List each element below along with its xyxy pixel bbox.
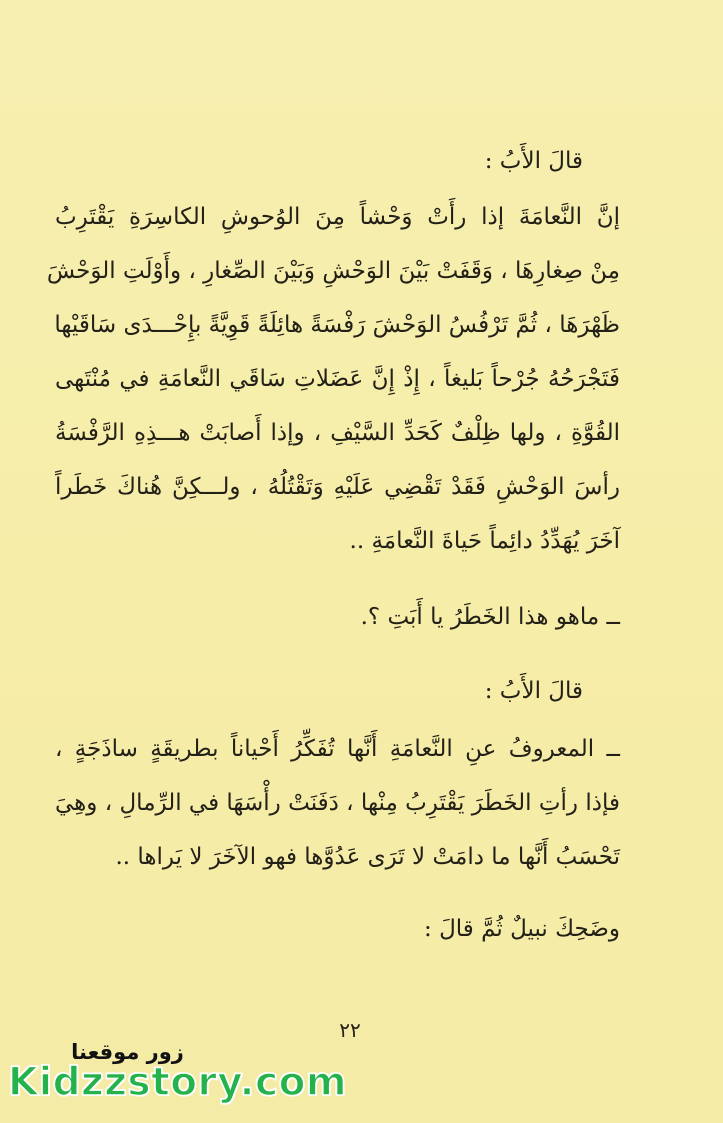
question-line: ــ ماهو هذا الخَطَرُ يا أَبَتِ ؟. [360, 604, 620, 630]
page-number: ٢٢ [339, 1018, 361, 1042]
paragraph-line: آخَرَ يُهَدِّدُ دائِماً حَياةَ النَّعامَةِ .. [349, 528, 620, 554]
paragraph-1 [46, 190, 620, 568]
paragraph-line: إنَّ النَّعامَةَ إذا رأَتْ وَحْشاً مِنَ الوُحوشِ الكاسِرَةِ يَقْتَرِبُ [55, 204, 620, 230]
watermark-site-logo: Kidzzstory.com [8, 1060, 347, 1105]
paragraph-line: فَتَجْرَحُهُ جُرْحاً بَليغاً ، إِذْ إِنَّ عَضَلاتِ سَاقَي النَّعامَةِ في مُنْتَهى [55, 366, 620, 392]
speaker-heading-1: قالَ الأَبُ : [484, 148, 583, 174]
paragraph-line: ظَهْرَهَا ، ثُمَّ تَرْفُسُ الوَحْشَ رَفْسَةً هائِلَةً قَوِيَّةً بإِحْـــدَى سَاقَيْها [54, 312, 620, 338]
paragraph-line: تَحْسَبُ أَنَّها ما دامَتْ لا تَرَى عَدُوَّها فهو الآخَرَ لا يَراها .. [115, 844, 620, 870]
watermark-arabic-text: زور موقعنا [71, 1040, 184, 1064]
paragraph-line: فإذا رأتِ الخَطَرَ يَقْتَرِبُ مِنْها ، دَفَنَتْ رأْسَهَا في الرِّمالِ ، وهِيَ [55, 790, 620, 816]
speaker-heading-2: قالَ الأَبُ : [484, 678, 583, 704]
paragraph-line: رأسَ الوَحْشِ فَقَدْ تَقْضِي عَلَيْهِ وَتَقْتُلُهُ ، ولـــكِنَّ هُناكَ خَطَراً [55, 474, 620, 500]
closing-line: وضَحِكَ نبيلٌ ثُمَّ قالَ : [424, 916, 620, 942]
paragraph-2 [55, 722, 620, 884]
paragraph-line: مِنْ صِغارِهَا ، وَقَفَتْ بَيْنَ الوَحْشِ وَبَيْنَ الصِّغارِ ، وأَوْلَتِ الوَحْشَ [46, 258, 620, 284]
paragraph-line: القُوَّةِ ، ولها ظِلْفٌ كَحَدِّ السَّيْفِ ، وإذا أَصابَتْ هـــذِهِ الرَّفْسَةُ [55, 420, 620, 446]
paragraph-line: ــ المعروفُ عنِ النَّعامَةِ أَنَّها تُفَكِّرُ أَحْياناً بطريقَةٍ ساذَجَةٍ ، [55, 736, 620, 762]
